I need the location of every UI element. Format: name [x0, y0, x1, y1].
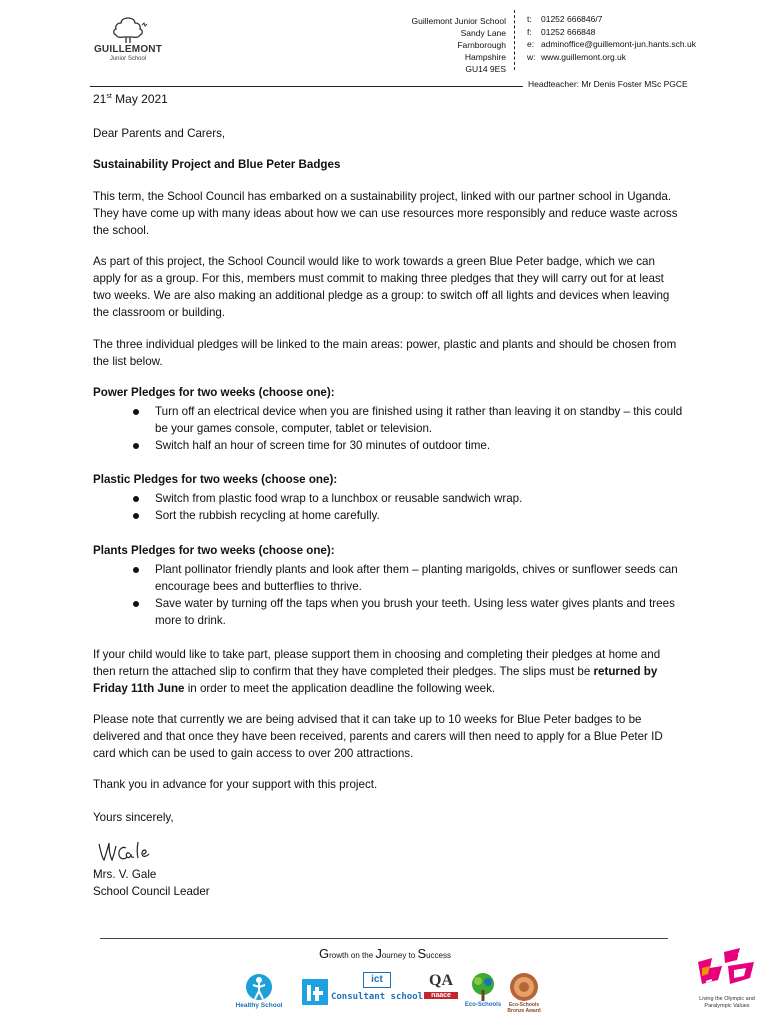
- paragraph-note: Please note that currently we are being advised that it can take up to 10 weeks for Blue Peter badges to be delivered and that once they have been received, parents and carers will then need to apply for a Blue Peter ID card which can be used to gain access to over 200 attractions.: [93, 713, 663, 760]
- deadline-text: returned by Friday 11th June: [93, 665, 658, 695]
- bullet-icon: [133, 601, 139, 607]
- school-address: [380, 15, 506, 75]
- ict-mark-badge: [300, 975, 330, 1009]
- paragraph-thanks: Thank you in advance for your support with this project.: [93, 778, 378, 791]
- list-item: Sort the rubbish recycling at home carefully.: [133, 507, 683, 524]
- paragraph-return: If your child would like to take part, please support them in choosing and completing their pledges at home and then return the attached slip to confirm that they have completed their pledges. The slips must be returned by Friday 11th June in order to meet the application deadline the following week.: [93, 648, 661, 695]
- plastic-list: [133, 490, 683, 524]
- contact-details: [527, 13, 696, 63]
- list-item: Save water by turning off the taps when you brush your teeth. Using less water gives plants and trees more to drink.: [133, 595, 683, 629]
- address-line: Hampshire: [464, 52, 506, 62]
- header-rule: [90, 86, 523, 87]
- plastic-heading: Plastic Pledges for two weeks (choose one):: [93, 473, 338, 486]
- healthy-school-badge: Healthy School: [226, 972, 292, 1009]
- signer-name: Mrs. V. Gale: [93, 868, 157, 881]
- contact-fax: f: 01252 666848: [527, 26, 596, 37]
- qa-naace-badge: QA naace: [424, 972, 458, 999]
- bullet-icon: [133, 443, 139, 449]
- logo-name: GUILLEMONT: [93, 44, 163, 55]
- olympic-values-badge: Living the Olympic and Paralympic Values: [690, 946, 764, 1010]
- ict-mark-icon: [300, 975, 330, 1009]
- signer-role: School Council Leader: [93, 885, 210, 898]
- london-2012-icon: [694, 946, 760, 996]
- power-heading: Power Pledges for two weeks (choose one):: [93, 386, 335, 399]
- power-list: [133, 403, 683, 454]
- closing: Yours sincerely,: [93, 811, 174, 824]
- bronze-award-icon: [507, 972, 541, 1002]
- address-line: GU14 9ES: [465, 64, 506, 74]
- tree-icon: [106, 16, 150, 44]
- eco-bronze-badge: Eco-Schools Bronze Award: [502, 972, 546, 1014]
- address-line: Sandy Lane: [460, 28, 506, 38]
- plants-list: [133, 561, 683, 629]
- school-motto: Growth on the Journey to Success: [318, 946, 452, 961]
- school-logo: [92, 16, 164, 68]
- paragraph-pledges: The three individual pledges will be linked to the main areas: power, plastic and plants and should be chosen from the list below.: [93, 338, 677, 368]
- plants-heading: Plants Pledges for two weeks (choose one):: [93, 544, 335, 557]
- address-line: Farnborough: [457, 40, 506, 50]
- contact-email[interactable]: e: adminoffice@guillemont-jun.hants.sch.uk: [527, 39, 696, 49]
- paragraph-intro: This term, the School Council has embarked on a sustainability project, linked with our partner school in Uganda. They have come up with many ideas about how we can use resources more responsibly and reduce waste across the school.: [93, 190, 678, 237]
- list-item: Plant pollinator friendly plants and look after them – planting marigolds, chives or sunflower seeds can encourage bees and butterflies to thrive.: [133, 561, 683, 595]
- list-item: Switch from plastic food wrap to a lunchbox or reusable sandwich wrap.: [133, 490, 683, 507]
- logo-subtitle: Junior School: [109, 56, 147, 62]
- list-item: Turn off an electrical device when you are finished using it rather than leaving it on standby – this could be your games console, computer, tablet or television.: [133, 403, 683, 437]
- letter-subject: Sustainability Project and Blue Peter Badges: [93, 158, 341, 171]
- paragraph-badge: As part of this project, the School Council would like to work towards a green Blue Peter badge, which we can apply for as a group. For this, members must commit to making three pledges that they will carry out for at least two weeks. We are also making an additional pledge as a group: to switch off all lights and devices when leaving the classroom or building.: [93, 255, 670, 319]
- eco-schools-badge: Eco-Schools: [462, 972, 504, 1008]
- bullet-icon: [133, 409, 139, 415]
- contact-phone: t: 01252 666846/7: [527, 14, 603, 24]
- signature-icon: [96, 836, 162, 866]
- bullet-icon: [133, 496, 139, 502]
- contact-website[interactable]: w: www.guillemont.org.uk: [527, 51, 627, 62]
- letter-date: 21st May 2021: [93, 92, 168, 106]
- eco-tree-icon: [468, 972, 498, 1002]
- address-line: Guillemont Junior School: [411, 16, 506, 26]
- list-item: Switch half an hour of screen time for 30 minutes of outdoor time.: [133, 437, 683, 454]
- salutation: Dear Parents and Carers,: [93, 127, 226, 140]
- ict-label: ict: [363, 972, 391, 988]
- consultant-school-badge: ict Consultant school: [330, 974, 424, 1002]
- header-divider: [514, 10, 516, 70]
- footer-rule: [100, 938, 668, 939]
- bullet-icon: [133, 513, 139, 519]
- healthy-school-icon: [236, 972, 282, 1002]
- bullet-icon: [133, 567, 139, 573]
- headteacher-line: Headteacher: Mr Denis Foster MSc PGCE: [528, 79, 688, 89]
